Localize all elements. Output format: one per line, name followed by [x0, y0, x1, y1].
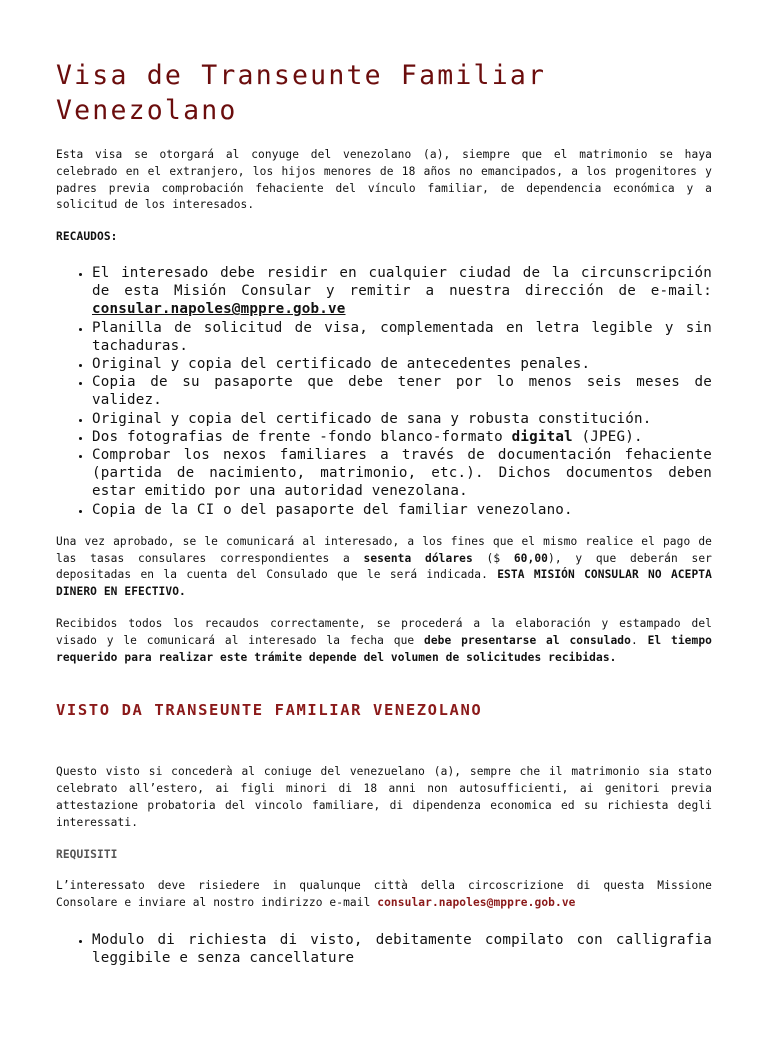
list-item: • Modulo di richiesta di visto, debitamente compilato con calligrafia leggibile e senza cancellature [92, 931, 712, 967]
approval-paragraph [56, 534, 712, 601]
list-item: • Planilla de solicitud de visa, complementada en letra legible y sin tachaduras. [92, 319, 712, 355]
list-item-text: (JPEG). [572, 428, 643, 445]
received-paragraph [56, 616, 712, 666]
italian-email-link[interactable]: consular.napoles@mppre.gob.ve [377, 896, 576, 910]
fee-value: 60,00 [513, 551, 549, 565]
list-item [92, 428, 712, 446]
italian-residence-paragraph [56, 878, 712, 912]
italian-residence-text: L’interessato deve risiedere in qualunque città della circoscrizione di questa Missione Consolare e inviare al nostro indirizzo e-mail [56, 879, 712, 910]
list-item [92, 264, 712, 319]
list-item-bold: digital [511, 428, 573, 445]
list-item: • Copia de la CI o del pasaporte del familiar venezolano. [92, 501, 712, 519]
italian-section-title: VISTO DA TRANSEUNTE FAMILIAR VENEZOLANO [56, 701, 483, 720]
approval-text: ($ [472, 551, 514, 565]
italian-requirements-list [56, 931, 712, 967]
recaudos-heading: RECAUDOS: [56, 230, 118, 244]
italian-intro-paragraph: Questo visto si concederà al coniuge del venezuelano (a), sempre che il matrimonio sia stato celebrato all’estero, ai figli minori di 18 anni non autosufficienti, ai genitori previa attestazione probatoria del vincolo familiare, di dipendenza economica ed su richiesta degli interessati. [56, 765, 712, 829]
list-item: • Original y copia del certificado de sana y robusta constitución. [92, 410, 712, 428]
requirements-list [56, 264, 712, 519]
list-item: • Original y copia del certificado de antecedentes penales. [92, 355, 712, 373]
requisiti-heading: REQUISITI [56, 847, 118, 861]
list-item: • Comprobar los nexos familiares a través de documentación fehaciente (partida de nacimiento, matrimonio, etc.). Dichos documentos deben estar emitido por una autoridad venezolana. [92, 446, 712, 501]
fee-amount: sesenta dólares [363, 551, 473, 565]
list-item: • Copia de su pasaporte que debe tener por lo menos seis meses de validez. [92, 373, 712, 409]
intro-paragraph: Esta visa se otorgará al conyuge del venezolano (a), siempre que el matrimonio se haya celebrado en el extranjero, los hijos menores de 18 años no emancipados, a los progenitores y padres previa comprobación fehaciente del vínculo familiar, de dependencia económica y a solicitud de los interesados. [56, 148, 712, 212]
email-link[interactable]: consular.napoles@mppre.gob.ve [92, 301, 346, 318]
list-item-text: El interesado debe residir en cualquier ciudad de la circunscripción de esta Misión Consular y remitir a nuestra dirección de e-mail: [92, 264, 712, 300]
approval-text: Una vez aprobado, se le comunicará al interesado, a los fines que el mismo realice el pago de las tasas consulares correspondientes a [56, 534, 712, 565]
approval-text: ), y que deberán ser depositadas en la cuenta del Consulado que le será indicada. [56, 551, 713, 582]
time-notice: El tiempo requerido para realizar este trámite depende del volumen de solicitudes recibidas. [56, 633, 712, 664]
received-text: . [630, 633, 648, 647]
received-text: Recibidos todos los recaudos correctamente, se procederá a la elaboración y estampado del visado y le comunicará al interesado la fecha que [56, 617, 712, 647]
list-item-text: Dos fotografias de frente -fondo blanco-formato [92, 428, 512, 445]
page-title: Visa de Transeunte Familiar Venezolano [56, 60, 547, 126]
page-content [0, 58, 768, 967]
cash-warning: ESTA MISIÓN CONSULAR NO ACEPTA DINERO EN EFECTIVO. [56, 568, 712, 599]
present-notice: debe presentarse al consulado [424, 633, 631, 647]
